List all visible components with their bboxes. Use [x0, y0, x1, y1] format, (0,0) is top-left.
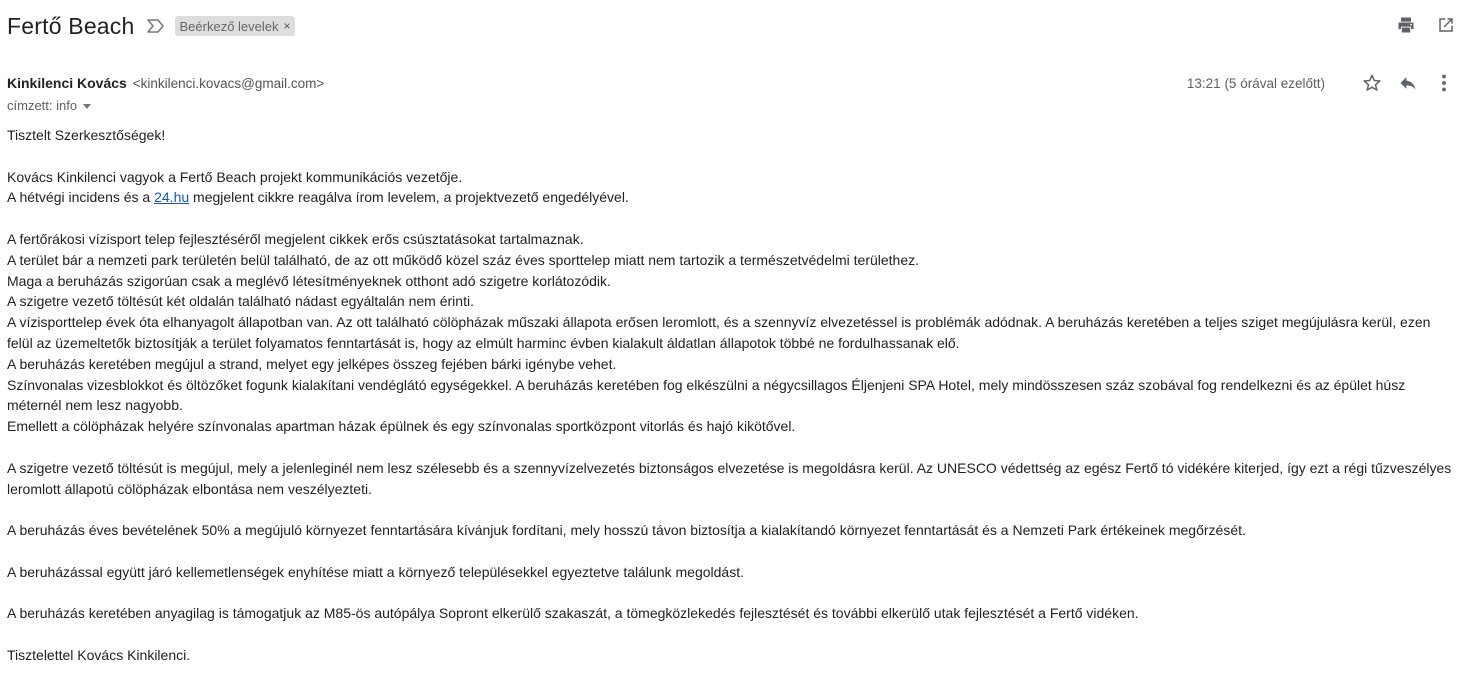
paragraph-3: Maga a beruházás szigorúan csak a meglévő létesítményeknek otthont adó szigetre korlátozódik. [7, 272, 611, 289]
paragraph-9: A szigetre vezető töltésút is megújul, mely a jelenleginél nem lesz szélesebb és a szennyvízelvezetés biztonságos elvezetése is megoldásra kerül. Az UNESCO védettség az egész Fertő tó vidékére kiterjed, így ezt a régi tűzveszélyes leromlott állapotú cölöpházak elbontása nem veszélyezteti. [7, 459, 1452, 497]
paragraph-1: A fertőrákosi vízisport telep fejlesztéséről megjelent cikkek erős csúsztatásokat tartalmaznak. [7, 230, 584, 247]
sender-name[interactable]: Kinkilenci Kovács [7, 75, 127, 91]
email-subject: Fertő Beach [7, 12, 135, 39]
remove-label-icon[interactable]: × [283, 19, 291, 33]
open-in-new-window-icon[interactable] [1435, 14, 1457, 36]
paragraph-5: A vízisporttelep évek óta elhanyagolt állapotban van. Az ott található cölöpházak műszaki állapota erősen leromlott, és a szennyvíz elvezetéssel is problémák adódnak. A beruházás keretében a teljes sziget megújulásra kerül, ezen felül az üzemeltetők biztosítják a terület folyamatos fenntartását is, hogy az elmúlt harminc évben kialakult áldatlan állapotok többé ne fordulhassanak elő. [7, 314, 1431, 351]
star-icon[interactable] [1361, 72, 1383, 94]
message-meta [1187, 72, 1455, 94]
intro-line-1: Kovács Kinkilenci vagyok a Fertő Beach projekt kommunikációs vezetője. [7, 168, 463, 185]
importance-marker-icon[interactable] [147, 18, 167, 34]
label-chip-text: Beérkező levelek [179, 18, 279, 34]
paragraph-7: Színvonalas vizesblokkot és öltözőket fogunk kialakítani vendéglátó egységekkel. A beruházás keretében fog elkészülni a négycsillagos Éljenjeni SPA Hotel, mely mindösszesen száz szobával fog rendelkezni és az épület húsz méternél nem lesz nagyobb. [7, 376, 1406, 414]
closing: Tisztelettel Kovács Kinkilenci. [7, 646, 191, 663]
sender-email: <kinkilenci.kovacs@gmail.com> [132, 76, 325, 91]
recipient-row [7, 98, 91, 113]
top-actions [1395, 14, 1457, 36]
paragraph-8: Emellett a cölöpházak helyére színvonalas apartman házak épülnek és egy színvonalas sportközpont vitorlás és hajó kikötővel. [7, 418, 796, 435]
message-body [7, 125, 1459, 666]
timestamp: 13:21 (5 órával ezelőtt) [1186, 75, 1325, 91]
recipient-text: címzett: info [7, 98, 78, 113]
greeting: Tisztelt Szerkesztőségek! [7, 127, 166, 143]
sender-row [7, 75, 324, 91]
paragraph-4: A szigetre vezető töltésút két oldalán található nádast egyáltalán nem érinti. [7, 293, 474, 310]
intro-line-2-before: A hétvégi incidens és a [7, 189, 155, 206]
paragraph-6: A beruházás keretében megújul a strand, melyet egy jelképes összeg fejében bárki igénybe vehet. [7, 355, 617, 372]
paragraph-11: A beruházással együtt járó kellemetlenségek enyhítése miatt a környező településekkel egyeztetve találunk megoldást. [7, 563, 744, 580]
paragraph-10: A beruházás éves bevételének 50% a megújuló környezet fenntartására kívánjuk fordítani, mely hosszú távon biztosítja a kialakítandó környezet fenntartását és a Nemzeti Park értékeinek megőrzését. [7, 522, 1246, 539]
paragraph-2: A terület bár a nemzeti park területén belül található, de az ott működő közel száz éves sporttelep miatt nem tartozik a természetvédelmi területhez. [7, 251, 920, 268]
intro-line-2-after: megjelent cikkre reagálva írom levelem, a projektvezető engedélyével. [189, 189, 629, 206]
recipient-details-chevron-down-icon[interactable] [83, 104, 91, 109]
reply-icon[interactable] [1397, 72, 1419, 94]
paragraph-12: A beruházás keretében anyagilag is támogatjuk az M85-ös autópálya Sopront elkerülő szakaszát, a tömegközlekedés fejlesztését és további elkerülő utak fejlesztését a Fertő vidéken. [7, 605, 1139, 622]
link-24hu[interactable]: 24.hu [154, 189, 190, 206]
label-chip-inbox[interactable] [175, 16, 295, 36]
print-icon[interactable] [1395, 14, 1417, 36]
more-vertical-icon[interactable] [1433, 72, 1455, 94]
subject-row [7, 10, 295, 42]
intro-line-2 [7, 187, 1459, 208]
